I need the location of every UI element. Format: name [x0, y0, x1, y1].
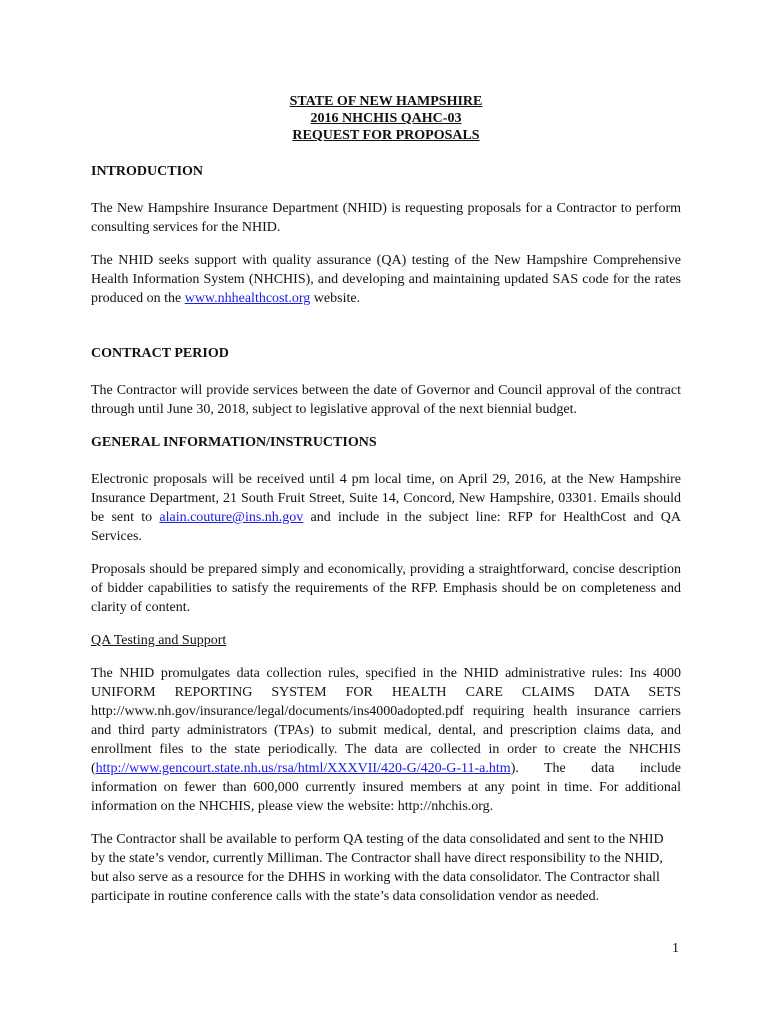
general-p1-text-after: and include in the subject line: RFP for HealthCost and QA Services.	[91, 510, 681, 544]
intro-p2-text-before: The NHID seeks support with quality assurance (QA) testing of the New Hampshire Comprehensive Health Information System (NHCHIS), and developing and maintaining updated SAS code for the rates produced on the	[91, 253, 681, 306]
gencourt-link[interactable]: http://www.gencourt.state.nh.us/rsa/html/XXXVII/420-G/420-G-11-a.htm	[95, 761, 511, 776]
general-paragraph-2: Proposals should be prepared simply and economically, providing a straightforward, concise description of bidder capabilities to satisfy the requirements of the RFP. Emphasis should be on completeness and clarity of content.	[91, 562, 681, 615]
title-line-rfp: REQUEST FOR PROPOSALS	[292, 128, 480, 143]
intro-paragraph-1: The New Hampshire Insurance Department (NHID) is requesting proposals for a Contractor to perform consulting services for the NHID.	[91, 201, 681, 235]
qa-paragraph-1	[91, 664, 681, 816]
general-p1-text-before: Electronic proposals will be received until 4 pm local time, on April 29, 2016, at the New Hampshire Insurance Department, 21 South Fruit Street, Suite 14, Concord, New Hampshire, 03301. Emails should be sent to	[91, 472, 681, 525]
title-line-code: 2016 NHCHIS QAHC-03	[310, 111, 462, 126]
nhhealthcost-link[interactable]: www.nhhealthcost.org	[184, 291, 311, 306]
page-number: 1	[672, 941, 679, 956]
qa-paragraph-2: The Contractor shall be available to perform QA testing of the data consolidated and sent to the NHID by the state’s vendor, currently Milliman. The Contractor shall have direct responsibility to the NHID, but also serve as a resource for the DHHS in working with the data consolidator. The Contractor shall participate in routine conference calls with the state’s data consolidation vendor as needed.	[91, 832, 664, 904]
contract-paragraph: The Contractor will provide services between the date of Governor and Council approval of the contract through until June 30, 2018, subject to legislative approval of the next biennial budget.	[91, 383, 681, 417]
heading-introduction: INTRODUCTION	[91, 164, 204, 179]
heading-general-information: GENERAL INFORMATION/INSTRUCTIONS	[91, 435, 377, 450]
document-body	[91, 93, 681, 906]
email-link[interactable]: alain.couture@ins.nh.gov	[159, 510, 304, 525]
general-paragraph-1	[91, 470, 681, 546]
subheading-qa-testing: QA Testing and Support	[91, 633, 227, 648]
title-line-state: STATE OF NEW HAMPSHIRE	[289, 94, 483, 109]
qa-p1-text-after: ). The data include information on fewer than 600,000 currently insured members at any point in time. For additional information on the NHCHIS, please view the website: http://nhchis.org.	[91, 761, 681, 814]
qa-p1-text-before: The NHID promulgates data collection rules, specified in the NHID administrative rules: Ins 4000 UNIFORM REPORTING SYSTEM FOR HEALTH CARE CLAIMS DATA SETS http://www.nh.gov/insurance/legal/documents/ins4000adopted.pdf requiring health insurance carriers and third party administrators (TPAs) to submit medical, dental, and prescription claims data, and enrollment files to the state periodically. The data are collected in order to create the NHCHIS (	[91, 666, 681, 776]
heading-contract-period: CONTRACT PERIOD	[91, 346, 229, 361]
document-title	[91, 93, 681, 144]
intro-paragraph-2	[91, 251, 681, 308]
intro-p2-text-after: website.	[310, 291, 361, 306]
